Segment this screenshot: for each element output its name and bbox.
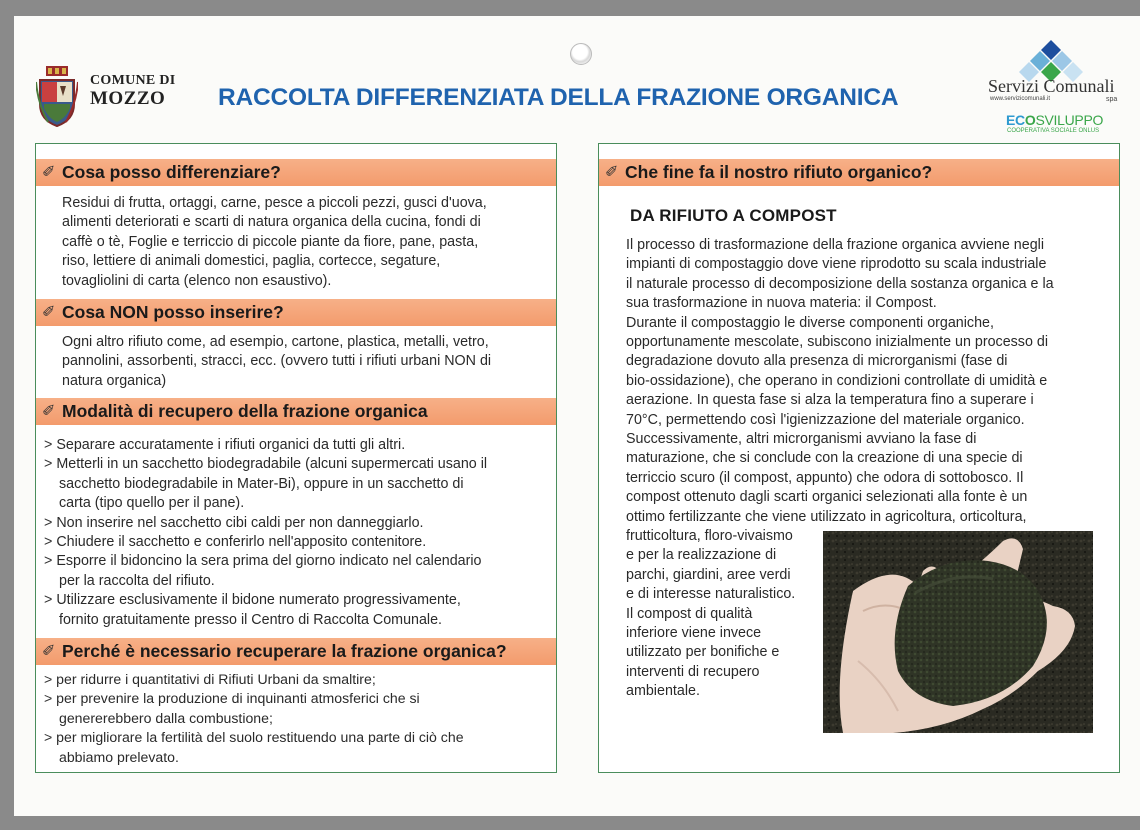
text-line: Residui di frutta, ortaggi, carne, pesce a piccoli pezzi, gusci d'uova, xyxy=(62,195,487,211)
list-item: carta (tipo quello per il pane). xyxy=(59,495,245,512)
text-line: e per la realizzazione di xyxy=(626,547,777,564)
list-item: fornito gratuitamente presso il Centro di Raccolta Comunale. xyxy=(59,611,443,628)
text-line: tovagliolini di carta (elenco non esaustivo). xyxy=(62,272,332,289)
list-item: > per prevenire la produzione di inquinanti atmosferici che si xyxy=(44,690,420,707)
list-item: > Separare accuratamente i rifiuti organici da tutti gli altri. xyxy=(44,437,406,453)
pin-icon: ✐ xyxy=(42,403,56,420)
section-body-why-recover xyxy=(44,670,464,767)
compost-subtitle: DA RIFIUTO A COMPOST xyxy=(630,206,837,225)
text-line: natura organica) xyxy=(62,372,167,389)
list-item: > per migliorare la fertilità del suolo restituendo una parte di ciò che xyxy=(44,729,464,746)
punch-hole xyxy=(570,43,592,65)
text-line: bio-ossidazione), che operano in condizioni controllate di umidità e xyxy=(626,372,1048,389)
list-item: > per ridurre i quantitativi di Rifiuti Urbani da smaltire; xyxy=(44,671,376,687)
list-item: per la raccolta del rifiuto. xyxy=(59,572,215,589)
section-title: Che fine fa il nostro rifiuto organico? xyxy=(625,162,933,182)
text-line: utilizzato per bonifiche e xyxy=(626,644,780,661)
compost-in-hand-photo xyxy=(823,531,1093,733)
municipality-line1: COMUNE DI xyxy=(90,73,176,88)
text-line: pannolini, assorbenti, stracci, ecc. (ovvero tutti i rifiuti urbani NON di xyxy=(62,353,492,370)
pin-icon: ✐ xyxy=(42,164,56,181)
compost-body-narrow xyxy=(626,527,795,702)
list-item: > Utilizzare esclusivamente il bidone numerato progressivamente, xyxy=(44,592,461,609)
section-title: Modalità di recupero della frazione organica xyxy=(62,401,428,421)
pin-icon: ✐ xyxy=(42,643,56,660)
bullet-marker: > xyxy=(44,729,57,746)
text-line: Ogni altro rifiuto come, ad esempio, cartone, plastica, metalli, vetro, xyxy=(62,334,489,350)
page-title: RACCOLTA DIFFERENZIATA DELLA FRAZIONE ORGANICA xyxy=(218,84,899,111)
text-line: Il compost di qualità xyxy=(626,605,753,622)
text-line: compost ottenuto dagli scarti organici selezionati alla fonte è un xyxy=(626,489,1028,506)
bullet-marker: > xyxy=(44,690,57,707)
text-line: interventi di recupero xyxy=(626,663,760,680)
municipality-name xyxy=(90,74,176,109)
ecosviluppo-logo xyxy=(1006,112,1103,128)
bullet-marker: > xyxy=(44,534,57,551)
section-title: Cosa NON posso inserire? xyxy=(62,302,284,322)
partner-name: Servizi Comunali xyxy=(988,76,1115,96)
bullet-marker: > xyxy=(44,553,57,570)
text-line: caffè o tè, Foglie e terriccio di piccole piante da fiore, pane, pasta, xyxy=(62,233,479,250)
section-header-not-allowed xyxy=(36,299,556,326)
list-item: > Metterli in un sacchetto biodegradabile (alcuni supermercati usano il xyxy=(44,456,488,473)
text-line: ottimo fertilizzante che viene utilizzato in agricoltura, orticoltura, xyxy=(626,508,1027,525)
section-header-organic-fate xyxy=(599,159,1119,186)
pin-icon: ✐ xyxy=(605,164,619,181)
text-line: sua trasformazione in nuova materia: il Compost. xyxy=(626,295,937,312)
text-line: frutticoltura, floro-vivaismo xyxy=(626,528,793,544)
pin-icon: ✐ xyxy=(42,304,56,321)
section-header-recovery-method xyxy=(36,398,556,425)
eco-logo-part1: EC xyxy=(1006,112,1025,128)
list-item: > Chiudere il sacchetto e conferirlo nell'apposito contenitore. xyxy=(44,534,427,551)
text-line: inferiore viene invece xyxy=(626,625,762,642)
section-body-recovery-method xyxy=(44,436,487,630)
list-item: sacchetto biodegradabile in Mater-Bi), oppure in un sacchetto di xyxy=(59,475,464,492)
text-line: 70°C, permettendo così l'igienizzazione del materiale organico. xyxy=(626,411,1025,428)
partner-url: www.servizicomunali.it xyxy=(990,96,1051,102)
list-item: genererebbero dalla combustione; xyxy=(59,709,273,726)
section-title: Perché è necessario recuperare la frazione organica? xyxy=(62,641,507,661)
bullet-marker: > xyxy=(44,592,57,609)
eco-logo-part2: O xyxy=(1024,112,1036,128)
text-line: parchi, giardini, aree verdi xyxy=(626,566,791,583)
text-line: e di interesse naturalistico. xyxy=(626,586,796,603)
ecosviluppo-subtitle: COOPERATIVA SOCIALE ONLUS xyxy=(1007,128,1100,134)
section-header-what-to-sort xyxy=(36,159,556,186)
bullet-marker: > xyxy=(44,671,57,687)
section-body-what-to-sort xyxy=(62,194,487,291)
text-line: ambientale. xyxy=(626,683,700,700)
info-panel-right xyxy=(598,143,1120,773)
eco-logo-part3: SVILUPPO xyxy=(1035,112,1104,128)
list-item: > Non inserire nel sacchetto cibi caldi per non danneggiarlo. xyxy=(44,514,424,531)
bullet-marker: > xyxy=(44,514,57,531)
text-line: terriccio scuro (il compost, appunto) che odora di sottobosco. Il xyxy=(626,469,1024,486)
text-line: Il processo di trasformazione della frazione organica avviene negli xyxy=(626,237,1045,253)
text-line: maturazione, che si conclude con la creazione di una specie di xyxy=(626,450,1023,467)
text-line: il naturale processo di decomposizione della sostanza organica e la xyxy=(626,275,1054,292)
text-line: riso, lettiere di animali domestici, paglia, cortecce, segature, xyxy=(62,253,441,270)
municipality-line2: MOZZO xyxy=(90,87,166,109)
partner-suffix: spa xyxy=(1106,96,1118,103)
section-title: Cosa posso differenziare? xyxy=(62,162,281,182)
text-line: Successivamente, altri microrganismi avviano la fase di xyxy=(626,431,977,448)
bullet-marker: > xyxy=(44,437,57,453)
bullet-marker: > xyxy=(44,456,57,473)
text-line: opportunamente mescolate, subiscono inizialmente un processo di xyxy=(626,334,1049,351)
list-item: > Esporre il bidoncino la sera prima del giorno indicato nel calendario xyxy=(44,553,482,570)
text-line: Durante il compostaggio le diverse componenti organiche, xyxy=(626,314,994,331)
text-line: degradazione dovuto alla presenza di microrganismi (fase di xyxy=(626,353,1008,370)
list-item: abbiamo prelevato. xyxy=(59,748,179,765)
text-line: aerazione. In questa fase si alza la temperatura fino a superare i xyxy=(626,392,1034,409)
section-body-not-allowed xyxy=(62,333,491,391)
info-panel-left xyxy=(35,143,557,773)
text-line: alimenti deteriorati e scarti di natura organica della cucina, fondi di xyxy=(62,214,481,231)
coat-of-arms-icon xyxy=(36,64,78,128)
text-line: impianti di compostaggio dove viene riprodotto su scala industriale xyxy=(626,256,1047,273)
section-header-why-recover xyxy=(36,638,556,665)
compost-body xyxy=(626,236,1054,527)
